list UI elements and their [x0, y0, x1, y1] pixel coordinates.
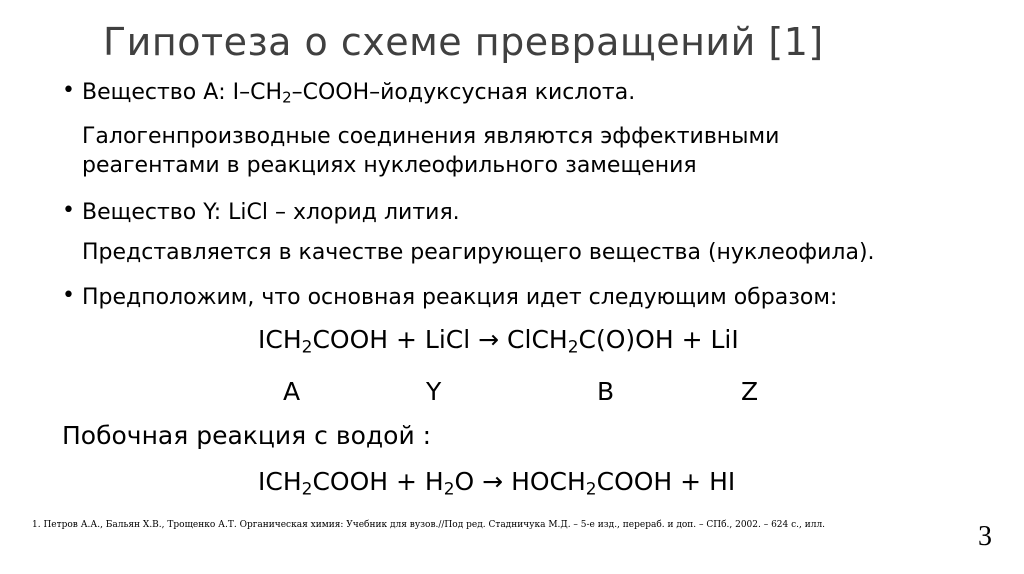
bullet-substance-a [82, 80, 635, 106]
substance-a-suffix: –COOH–йодуксусная кислота. [291, 80, 636, 105]
slide-title: Гипотеза о схеме превращений [1] [103, 20, 824, 64]
bullet-main-reaction: Предположим, что основная реакция идет следующим образом: [82, 285, 838, 310]
eq1-subscript: 2 [301, 337, 313, 358]
eq2-subscript: 2 [301, 479, 313, 500]
substance-a-subscript: 2 [282, 88, 292, 107]
substance-a-prefix: Вещество А: I–CH [82, 80, 283, 105]
side-reaction-heading: Побочная реакция с водой : [62, 421, 432, 450]
bullet-substance-y: Вещество Y: LiCl – хлорид лития. [82, 200, 460, 225]
label-a: A [283, 377, 301, 406]
paragraph-halogen-line2: реагентами в реакциях нуклеофильного замещения [82, 153, 697, 178]
paragraph-nucleophile: Представляется в качестве реагирующего вещества (нуклеофила). [82, 240, 875, 265]
eq2-subscript: 2 [443, 479, 455, 500]
bullet-icon: • [62, 78, 75, 103]
eq1-part: C(O)OH + LiI [578, 325, 739, 354]
eq2-subscript: 2 [585, 479, 597, 500]
page-number: 3 [978, 521, 992, 552]
eq2-part: ICH [258, 467, 302, 496]
paragraph-halogen-line1: Галогенпроизводные соединения являются эффективными [82, 124, 780, 149]
label-b: B [597, 377, 615, 406]
eq2-part: COOH + H [312, 467, 444, 496]
eq2-part: O → HOCH [454, 467, 586, 496]
eq2-part: COOH + HI [596, 467, 736, 496]
side-reaction-equation [258, 467, 736, 500]
bullet-icon: • [62, 198, 75, 223]
footnote: 1. Петров А.А., Бальян Х.В., Трощенко А.Т. Органическая химия: Учебник для вузов.//Под ред. Стадничука М.Д. – 5-е изд., перераб. и доп. – СПб., 2002. – 624 с., илл. [32, 520, 826, 530]
eq1-part: COOH + LiCl → ClCH [312, 325, 568, 354]
bullet-icon: • [62, 283, 75, 308]
main-reaction-equation [258, 325, 739, 358]
label-y: Y [426, 377, 442, 406]
eq1-part: ICH [258, 325, 302, 354]
label-z: Z [741, 377, 759, 406]
eq1-subscript: 2 [567, 337, 579, 358]
